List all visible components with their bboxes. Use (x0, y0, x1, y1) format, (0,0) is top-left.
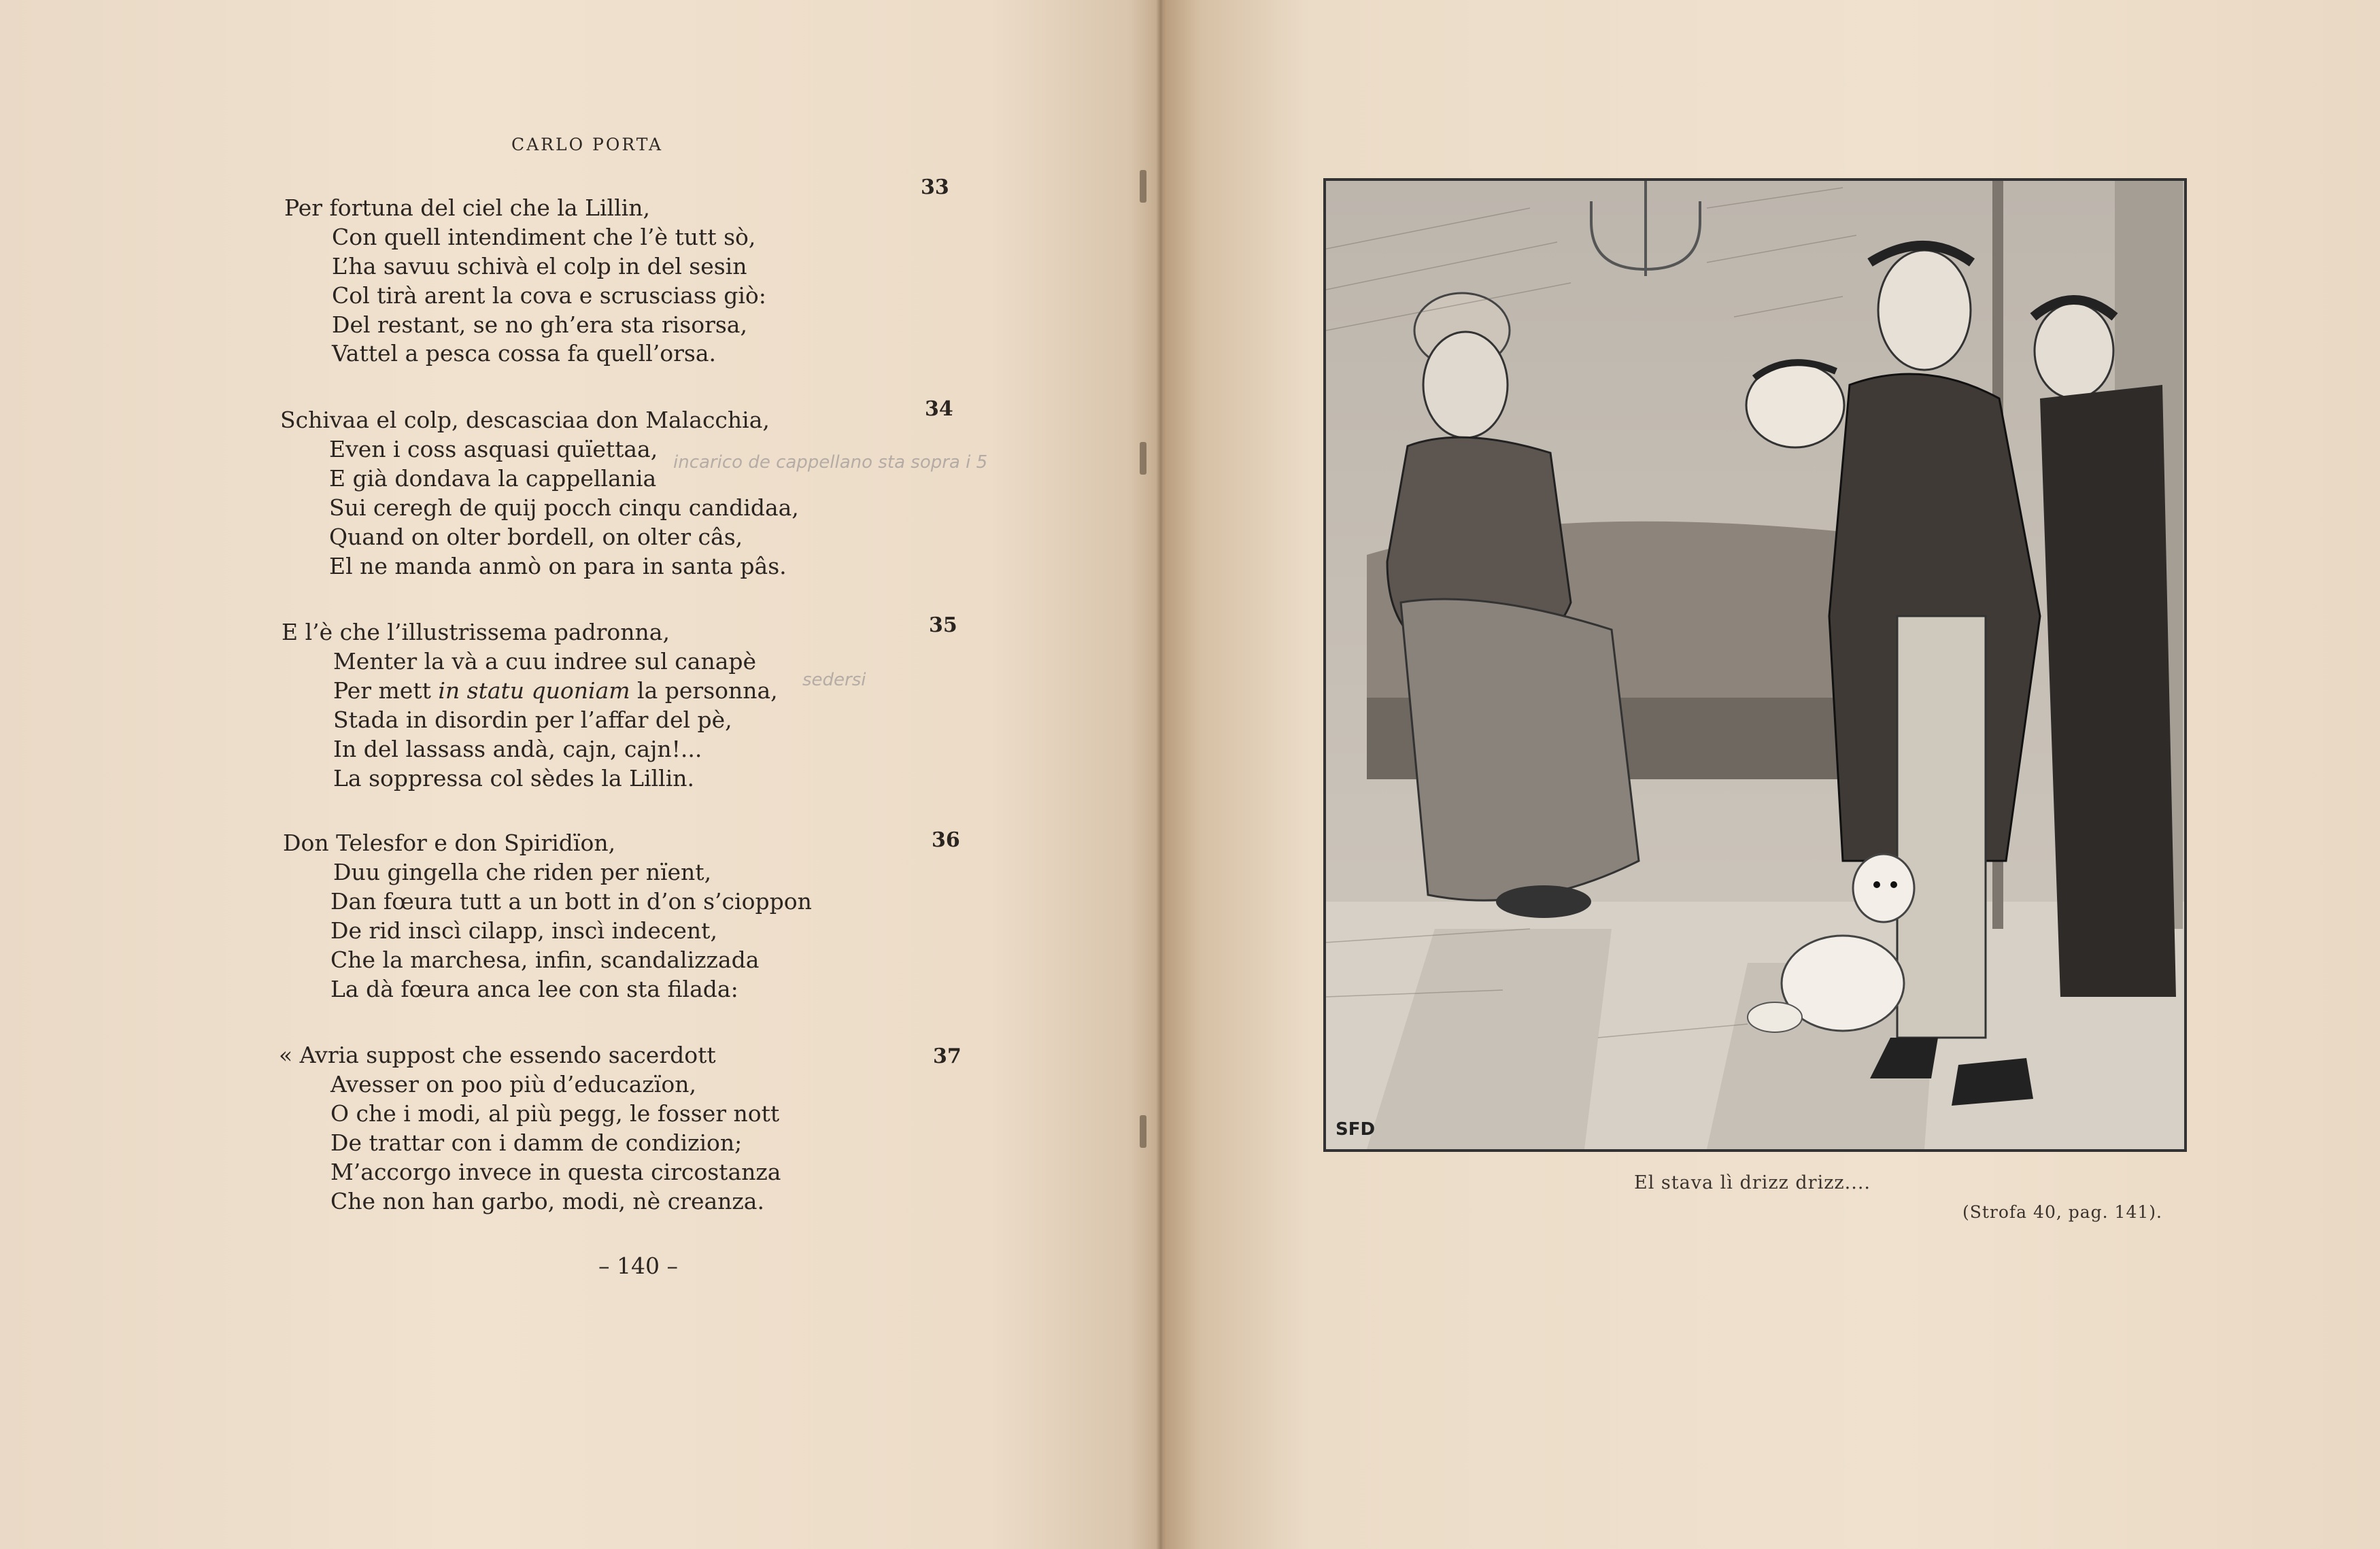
verse-line: E già dondava la cappellania (329, 465, 657, 492)
binding-thread (1140, 170, 1146, 203)
verse-line: Quand on olter bordell, on olter câs, (329, 524, 743, 550)
verse-line: Schivaa el colp, descasciaa don Malacchia, (280, 407, 770, 433)
stanza-number: 33 (921, 175, 949, 199)
bowing-man-figure (1746, 362, 1844, 447)
verse-line: El ne manda anmò on para in santa pâs. (329, 553, 787, 579)
verse-line: De rid inscì cilapp, inscì indecent, (330, 917, 717, 944)
verse-line: Vattel a pesca cossa fa quell’orsa. (332, 340, 716, 367)
verse-line: Avesser on poo più d’educazïon, (330, 1071, 696, 1097)
verse-line: Per mett in statu quoniam la personna, (333, 677, 778, 704)
verse-line: De trattar con i damm de condizion; (330, 1129, 743, 1156)
verse-line: M’accorgo invece in questa circostanza (330, 1159, 781, 1185)
binding-thread (1140, 442, 1146, 475)
illustration-drawing (1326, 181, 2184, 1149)
verse-line: Sui ceregh de quij pocch cinqu candidaa, (329, 494, 799, 521)
illustration-reference: (Strofa 40, pag. 141). (1962, 1202, 2162, 1222)
stanza-number: 35 (929, 613, 957, 637)
left-page (0, 0, 1164, 1549)
verse-line: In del lassass andà, cajn, cajn!... (333, 736, 702, 762)
verse-line: Che non han garbo, modi, nè creanza. (330, 1188, 764, 1214)
artist-monogram: SFD (1336, 1119, 1376, 1140)
verse-line: Menter la và a cuu indree sul canapè (333, 648, 757, 675)
verse-line: Dan fœura tutt a un bott in d’on s’cioppon (330, 888, 812, 915)
pencil-note: sedersi (802, 670, 866, 690)
lithograph-illustration (1323, 178, 2187, 1152)
pencil-note: incarico de cappellano sta sopra i 5 (673, 452, 988, 473)
verse-line: Per fortuna del ciel che la Lillin, (284, 194, 650, 221)
verse-line: « Avria suppost che essendo sacerdott (279, 1042, 716, 1068)
verse-line: O che i modi, al più pegg, le fosser nott (330, 1100, 780, 1127)
illustration-caption: El stava lì drizz drizz.... (1634, 1172, 1871, 1193)
verse-line: L’ha savuu schivà el colp in del sesin (332, 253, 747, 279)
verse-line: Don Telesfor e don Spiridïon, (283, 830, 616, 856)
verse-line: La soppressa col sèdes la Lillin. (333, 765, 694, 791)
verse-line: Even i coss asquasi quïettaa, (329, 436, 658, 462)
verse-line: Col tirà arent la cova e scrusciass giò: (332, 282, 766, 309)
binding-thread (1140, 1115, 1146, 1148)
verse-line: La dà fœura anca lee con sta filada: (330, 976, 738, 1002)
verse-line: Con quell intendiment che l’è tutt sò, (332, 224, 756, 250)
verse-line: E l’è che l’illustrissema padronna, (282, 619, 670, 645)
stanza-number: 34 (925, 397, 953, 421)
running-head: CARLO PORTA (511, 135, 664, 154)
gutter (1156, 0, 1166, 1549)
verse-line: Stada in disordin per l’affar del pè, (333, 707, 732, 733)
verse-line: Duu gingella che riden per nïent, (333, 859, 712, 885)
stanza-number: 37 (933, 1044, 962, 1068)
stanza-number: 36 (932, 828, 960, 852)
page-number: – 140 – (598, 1253, 678, 1279)
verse-line: Del restant, se no gh’era sta risorsa, (332, 311, 747, 338)
verse-line: Che la marchesa, infin, scandalizzada (330, 947, 760, 973)
